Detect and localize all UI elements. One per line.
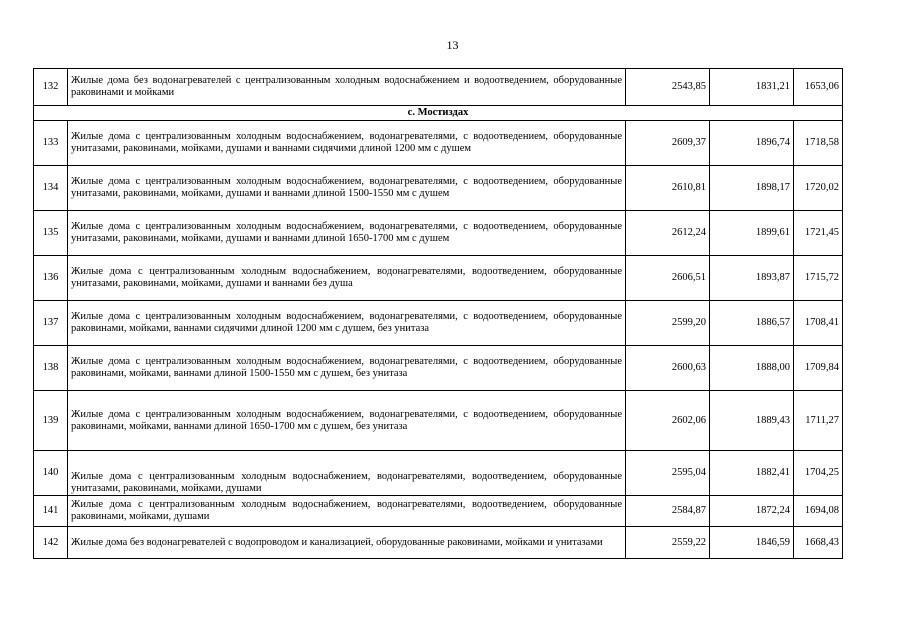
value-1: 2609,37 — [626, 121, 710, 166]
row-number: 135 — [34, 211, 68, 256]
row-number: 140 — [34, 451, 68, 496]
value-2: 1889,43 — [710, 391, 794, 451]
value-3: 1715,72 — [794, 256, 843, 301]
value-2: 1898,17 — [710, 166, 794, 211]
row-number: 134 — [34, 166, 68, 211]
section-row — [34, 106, 843, 121]
table-row — [34, 527, 843, 559]
page-number: 13 — [446, 38, 459, 52]
row-description: Жилые дома с централизованным холодным водоснабжением, водонагревателями, с водоотведением, оборудованные раковинами, мойками, ваннами сидячими длиной 1200 мм с душем, без унитаза — [68, 301, 626, 346]
value-3: 1668,43 — [794, 527, 843, 559]
table-row — [34, 69, 843, 106]
row-number: 141 — [34, 496, 68, 527]
value-3: 1718,58 — [794, 121, 843, 166]
value-2: 1831,21 — [710, 69, 794, 106]
value-1: 2602,06 — [626, 391, 710, 451]
value-3: 1704,25 — [794, 451, 843, 496]
row-number: 133 — [34, 121, 68, 166]
row-number: 132 — [34, 69, 68, 106]
value-3: 1709,84 — [794, 346, 843, 391]
value-1: 2599,20 — [626, 301, 710, 346]
value-1: 2606,51 — [626, 256, 710, 301]
value-3: 1653,06 — [794, 69, 843, 106]
value-2: 1899,61 — [710, 211, 794, 256]
table-row — [34, 121, 843, 166]
section-title: с. Мостиздах — [34, 106, 843, 121]
row-description: Жилые дома с централизованным холодным водоснабжением, водонагревателями, с водоотведением, оборудованные унитазами, раковинами, мойками, душами и ваннами сидячими длиной 1200 мм с душем — [68, 121, 626, 166]
value-2: 1846,59 — [710, 527, 794, 559]
table-row — [34, 211, 843, 256]
row-number: 139 — [34, 391, 68, 451]
row-number: 136 — [34, 256, 68, 301]
value-2: 1888,00 — [710, 346, 794, 391]
row-description: Жилые дома с централизованным холодным водоснабжением, водонагревателями, с водоотведением, оборудованные раковинами, мойками, ваннами длиной 1650-1700 мм с душем, без унитаза — [68, 391, 626, 451]
table-row — [34, 301, 843, 346]
value-2: 1886,57 — [710, 301, 794, 346]
value-1: 2559,22 — [626, 527, 710, 559]
row-description: Жилые дома с централизованным холодным водоснабжением, водонагревателями, водоотведением, оборудованные раковинами, мойками, душами — [68, 496, 626, 527]
table-row — [34, 451, 843, 496]
value-3: 1720,02 — [794, 166, 843, 211]
table-row — [34, 166, 843, 211]
value-3: 1711,27 — [794, 391, 843, 451]
value-1: 2595,04 — [626, 451, 710, 496]
value-1: 2584,87 — [626, 496, 710, 527]
table-row — [34, 496, 843, 527]
row-number: 137 — [34, 301, 68, 346]
row-description: Жилые дома с централизованным холодным водоснабжением, водонагревателями, с водоотведением, оборудованные унитазами, раковинами, мойками, душами и ваннами длиной 1650-1700 мм с душем — [68, 211, 626, 256]
table-row — [34, 391, 843, 451]
value-1: 2543,85 — [626, 69, 710, 106]
row-description: Жилые дома с централизованным холодным водоснабжением, водонагревателями, с водоотведением, оборудованные унитазами, раковинами, мойками, душами и ваннами длиной 1500-1550 мм с душем — [68, 166, 626, 211]
row-description: Жилые дома без водонагревателей с водопроводом и канализацией, оборудованные раковинами, мойками и унитазами — [68, 527, 626, 559]
value-2: 1893,87 — [710, 256, 794, 301]
value-3: 1694,08 — [794, 496, 843, 527]
value-2: 1882,41 — [710, 451, 794, 496]
row-description: Жилые дома без водонагревателей с централизованным холодным водоснабжением и водоотведением, оборудованные раковинами и мойками — [68, 69, 626, 106]
table-row — [34, 346, 843, 391]
value-1: 2612,24 — [626, 211, 710, 256]
row-description: Жилые дома с централизованным холодным водоснабжением, водонагревателями, водоотведением, оборудованные унитазами, раковинами, мойками, душами и ваннами без душа — [68, 256, 626, 301]
row-number: 138 — [34, 346, 68, 391]
value-1: 2610,81 — [626, 166, 710, 211]
value-3: 1708,41 — [794, 301, 843, 346]
row-description: Жилые дома с централизованным холодным водоснабжением, водонагревателями, водоотведением, оборудованные унитазами, раковинами, мойками, душами — [68, 451, 626, 496]
row-number: 142 — [34, 527, 68, 559]
value-1: 2600,63 — [626, 346, 710, 391]
value-2: 1896,74 — [710, 121, 794, 166]
value-2: 1872,24 — [710, 496, 794, 527]
value-3: 1721,45 — [794, 211, 843, 256]
tariff-table — [33, 68, 843, 559]
row-description: Жилые дома с централизованным холодным водоснабжением, водонагревателями, с водоотведением, оборудованные раковинами, мойками, ваннами длиной 1500-1550 мм с душем, без унитаза — [68, 346, 626, 391]
table-row — [34, 256, 843, 301]
